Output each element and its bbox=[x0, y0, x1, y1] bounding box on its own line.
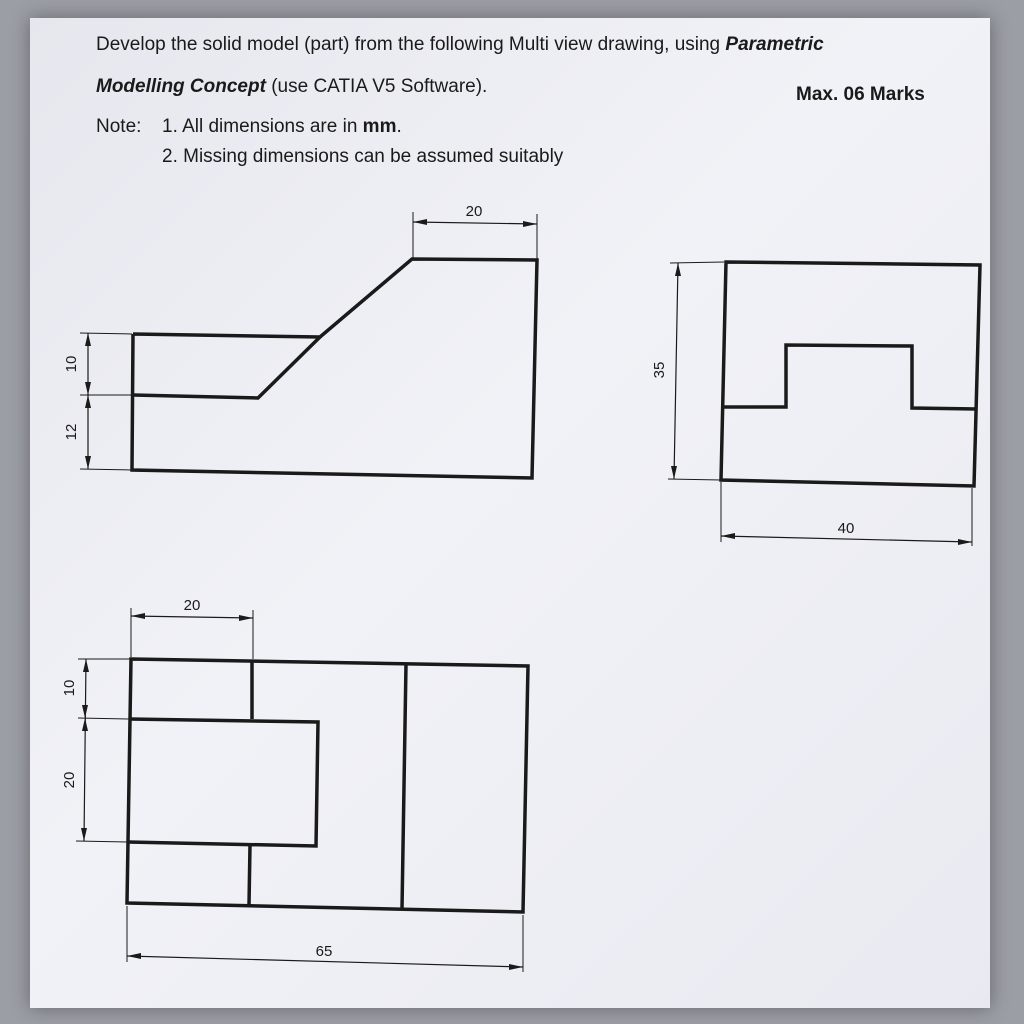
note-1-unit: mm bbox=[362, 116, 397, 137]
front-dim-12-arrow-bottom bbox=[85, 456, 91, 469]
side-view-slot-edge bbox=[724, 345, 977, 409]
top-dim-10-arrow-bottom bbox=[82, 705, 88, 718]
front-dim-10-arrow-bottom bbox=[85, 382, 91, 395]
task-emphasis-concept: Modelling Concept bbox=[96, 76, 266, 97]
note-1-suffix: . bbox=[396, 116, 402, 137]
note-2: 2. Missing dimensions can be assumed suitably bbox=[162, 146, 564, 167]
side-dim-35-arrow-bottom bbox=[671, 466, 677, 479]
front-view-outline bbox=[132, 259, 537, 478]
side-dim-35-arrow-top bbox=[675, 263, 681, 276]
top-dim-65-arrow-right bbox=[509, 964, 523, 970]
front-dim-20-arrow-left bbox=[413, 219, 427, 225]
top-view-line-x20-lower bbox=[249, 845, 250, 905]
side-dim-40-arrow-right bbox=[958, 539, 972, 545]
top-dim-20-label: 20 bbox=[183, 597, 201, 614]
top-dim-vertical-line bbox=[84, 659, 86, 841]
side-dim-35-ext-top bbox=[670, 262, 724, 263]
front-view bbox=[80, 212, 537, 478]
task-emphasis: Parametric bbox=[725, 34, 824, 55]
top-dim-10-label: 10 bbox=[61, 679, 78, 697]
top-dim-65-label: 65 bbox=[315, 943, 333, 960]
front-dim-12-arrow-top bbox=[85, 395, 91, 408]
top-dim-10-arrow-top bbox=[83, 659, 89, 672]
top-dim-20-left-label: 20 bbox=[61, 771, 78, 789]
top-dim-ext-bottom bbox=[76, 841, 128, 842]
front-dim-10-label: 10 bbox=[63, 355, 80, 373]
front-dim-20-arrow-right bbox=[523, 221, 537, 227]
top-view-outline bbox=[127, 659, 528, 912]
side-dim-40-arrow-left bbox=[721, 533, 735, 539]
front-dim-20-label: 20 bbox=[465, 203, 483, 220]
note-label: Note: bbox=[96, 116, 142, 137]
task-software: (use CATIA V5 Software). bbox=[265, 76, 488, 97]
front-dim-12-label: 12 bbox=[63, 423, 80, 441]
top-dim-65-arrow-left bbox=[127, 953, 141, 959]
side-dim-40-label: 40 bbox=[837, 520, 855, 537]
top-dim-20-arrow-left bbox=[131, 613, 145, 619]
front-view-step-edge bbox=[133, 337, 320, 398]
top-dim-20-line bbox=[131, 616, 253, 618]
front-dim-20-line bbox=[413, 222, 537, 224]
side-view-outline bbox=[721, 262, 980, 486]
note-1-text: 1. All dimensions are in bbox=[162, 116, 363, 137]
front-dim-10-arrow-top bbox=[85, 333, 91, 346]
side-view bbox=[668, 262, 980, 546]
top-view bbox=[76, 608, 528, 972]
marks-label: Max. 06 Marks bbox=[796, 84, 925, 105]
top-dim-20-left-arrow-top bbox=[82, 718, 88, 731]
top-dim-20-arrow-right bbox=[239, 615, 253, 621]
front-dim-ext-bottom bbox=[80, 469, 132, 470]
task-text: Develop the solid model (part) from the following Multi view drawing, using bbox=[96, 34, 726, 55]
top-view-slot bbox=[128, 719, 318, 846]
top-view-line-ridge bbox=[402, 664, 406, 909]
side-dim-35-label: 35 bbox=[651, 361, 668, 379]
top-dim-20-left-arrow-bottom bbox=[81, 828, 87, 841]
side-dim-35-line bbox=[674, 263, 678, 479]
side-dim-35-ext-bottom bbox=[668, 479, 721, 480]
